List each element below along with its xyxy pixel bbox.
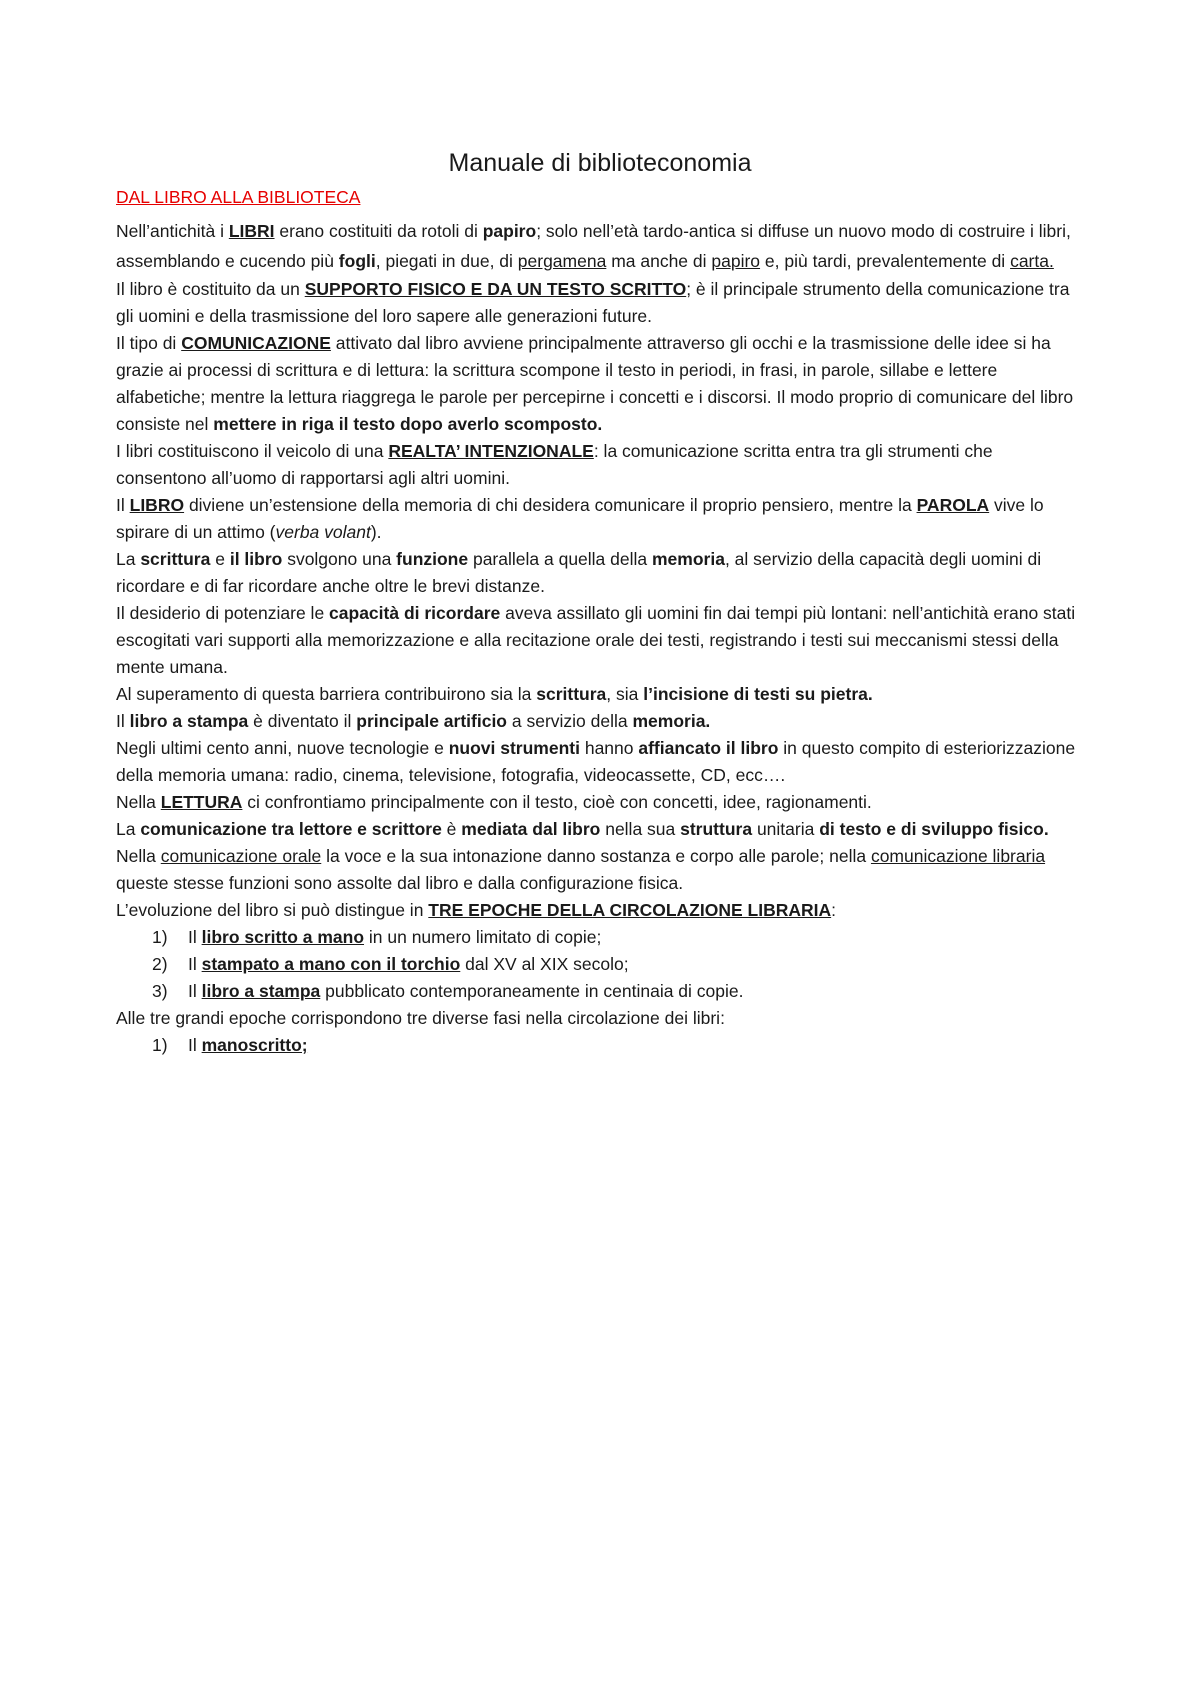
text-run: La: [116, 549, 141, 569]
text-run: vive lo spirare di un attimo (: [116, 495, 1044, 542]
keyword-papiro: papiro: [482, 221, 537, 241]
document-title: Manuale di biblioteconomia: [448, 149, 752, 177]
list-keyword: libro a stampa: [201, 981, 321, 1001]
paragraph-realta: [116, 438, 1084, 492]
text-run: Il: [188, 981, 202, 1001]
keyword-principale-artificio: principale artificio: [356, 711, 507, 731]
keyword-parola: PAROLA: [916, 495, 990, 515]
keyword-pergamena: pergamena: [517, 251, 607, 271]
text-run: e, più tardi, prevalentemente di: [760, 251, 1011, 271]
keyword-comunicazione-libraria: comunicazione libraria: [870, 846, 1046, 866]
list-number: 3): [152, 981, 168, 1001]
list-item: [116, 951, 1084, 978]
keyword-comunicazione-orale: comunicazione orale: [160, 846, 322, 866]
keyword-testo-sviluppo: di testo e di sviluppo fisico.: [819, 819, 1049, 839]
text-run: Il desiderio di potenziare le: [116, 603, 330, 623]
paragraph-fasi: [116, 1005, 1084, 1032]
text-run: , piegati in due, di: [375, 251, 518, 271]
text-run: aveva assillato gli uomini fin dai tempi più lontani: nell’antichità erano stati escogitati vari supporti alla memorizzazione e alla recitazione orale dei testi, registrando i testi sui meccanismi stessi della mente umana.: [116, 603, 1076, 677]
paragraph-libro-stampa: [116, 708, 1084, 735]
keyword-il-libro: il libro: [229, 549, 283, 569]
text-run: ; è il principale strumento della comunicazione tra gli uomini e della trasmissione del loro sapere alle generazioni future.: [116, 279, 1070, 326]
text-run: diviene un’estensione della memoria di chi desidera comunicare il proprio pensiero, mentre la: [184, 495, 917, 515]
epochs-list: [116, 924, 1084, 1005]
keyword-carta: carta.: [1010, 251, 1054, 271]
text-run: Nell’antichità i: [116, 221, 229, 241]
text-run: è diventato il: [248, 711, 357, 731]
keyword-scrittura: scrittura: [140, 549, 211, 569]
keyword-mediata: mediata dal libro: [461, 819, 601, 839]
text-run: in un numero limitato di copie;: [364, 927, 602, 947]
text-run: attivato dal libro avviene principalmente attraverso gli occhi e la trasmissione delle idee si ha grazie ai processi di scrittura e di lettura: la scrittura scompone il testo in periodi, in frasi, in parole, sillabe e lettere alfabetiche; mentre la lettura riaggrega le parole per percepirne i concetti e i discorsi. Il modo proprio di comunicare del libro consiste nel: [116, 333, 1074, 434]
list-keyword: libro scritto a mano: [201, 927, 365, 947]
text-run: erano costituiti da rotoli di: [274, 221, 483, 241]
text-run: , sia: [606, 684, 644, 704]
keyword-lettura: LETTURA: [160, 792, 243, 812]
keyword-capacita-ricordare: capacità di ricordare: [329, 603, 501, 623]
text-run: ci confrontiamo principalmente con il testo, cioè con concetti, idee, ragionamenti.: [242, 792, 872, 812]
paragraph-capacita: [116, 600, 1084, 681]
keyword-comunicazione: COMUNICAZIONE: [181, 333, 331, 353]
paragraph-epoche: [116, 897, 1084, 924]
list-item: [116, 978, 1084, 1005]
text-run: Nella: [116, 792, 161, 812]
keyword-tre-epoche: TRE EPOCHE DELLA CIRCOLAZIONE LIBRARIA: [428, 900, 832, 920]
keyword-struttura: struttura: [680, 819, 753, 839]
keyword-memoria: memoria: [652, 549, 725, 569]
keyword-funzione: funzione: [396, 549, 469, 569]
text-run: Alle tre grandi epoche corrispondono tre diverse fasi nella circolazione dei libri:: [116, 1008, 725, 1028]
paragraph-supporto: [116, 276, 1084, 330]
keyword-supporto-fisico: SUPPORTO FISICO E DA UN TESTO SCRITTO: [304, 279, 687, 299]
list-number: 2): [152, 954, 168, 974]
list-number: 1): [152, 1035, 168, 1055]
text-run: unitaria: [752, 819, 820, 839]
text-run: Il: [188, 954, 202, 974]
paragraph-antiquity: [116, 216, 1084, 276]
text-run: la voce e la sua intonazione danno sostanza e corpo alle parole; nella: [321, 846, 871, 866]
text-run: Nella: [116, 846, 161, 866]
list-item: [116, 924, 1084, 951]
text-run: nella sua: [600, 819, 681, 839]
list-item: [116, 1032, 1084, 1059]
text-run: Il: [188, 1035, 202, 1055]
text-run: L’evoluzione del libro si può distingue in: [116, 900, 429, 920]
text-run: a servizio della: [507, 711, 633, 731]
document-body: [116, 216, 1084, 1059]
text-run: svolgono una: [282, 549, 397, 569]
text-run: queste stesse funzioni sono assolte dal libro e dalla configurazione fisica.: [116, 873, 684, 893]
keyword-mettere-in-riga: mettere in riga il testo dopo averlo scomposto.: [213, 414, 603, 434]
text-run: La: [116, 819, 141, 839]
list-keyword: stampato a mano con il torchio: [201, 954, 461, 974]
keyword-scrittura-2: scrittura: [536, 684, 607, 704]
text-run: è: [441, 819, 462, 839]
text-run: pubblicato contemporaneamente in centinaia di copie.: [320, 981, 744, 1001]
paragraph-libro-parola: [116, 492, 1084, 546]
list-keyword: manoscritto;: [201, 1035, 308, 1055]
keyword-fogli: fogli: [338, 251, 376, 271]
text-run: e: [210, 549, 230, 569]
keyword-memoria-2: memoria.: [632, 711, 711, 731]
keyword-libro: LIBRO: [129, 495, 185, 515]
paragraph-barriera: [116, 681, 1084, 708]
text-run: : la comunicazione scritta entra tra gli strumenti che consentono all’uomo di rapportarsi agli altri uomini.: [116, 441, 993, 488]
keyword-libri: LIBRI: [228, 221, 275, 241]
text-run: Il: [116, 711, 130, 731]
text-run: parallela a quella della: [468, 549, 652, 569]
text-run: Il tipo di: [116, 333, 182, 353]
keyword-nuovi-strumenti: nuovi strumenti: [448, 738, 580, 758]
phases-list: [116, 1032, 1084, 1059]
keyword-incisione: l’incisione di testi su pietra.: [643, 684, 873, 704]
paragraph-lettura: [116, 789, 1084, 816]
paragraph-tecnologie: [116, 735, 1084, 789]
text-run: Negli ultimi cento anni, nuove tecnologie e: [116, 738, 449, 758]
text-run: :: [831, 900, 836, 920]
keyword-verba-volant: verba volant: [275, 522, 371, 542]
keyword-realta-intenzionale: REALTA’ INTENZIONALE: [388, 441, 594, 461]
text-run: I libri costituiscono il veicolo di una: [116, 441, 389, 461]
keyword-papiro-2: papiro: [711, 251, 761, 271]
text-run: hanno: [579, 738, 639, 758]
text-run: in questo compito di esteriorizzazione della memoria umana: radio, cinema, televisione, fotografia, videocassette, CD, ecc….: [116, 738, 1076, 785]
list-number: 1): [152, 927, 168, 947]
paragraph-mediata: [116, 816, 1084, 897]
text-run: dal XV al XIX secolo;: [460, 954, 629, 974]
paragraph-comunicazione: [116, 330, 1084, 438]
text-run: Il: [116, 495, 130, 515]
text-run: , al servizio della capacità degli uomini di ricordare e di far ricordare anche oltre le brevi distanze.: [116, 549, 1042, 596]
text-run: Al superamento di questa barriera contribuirono sia la: [116, 684, 537, 704]
text-run: ; solo nell’età tardo-antica si diffuse un nuovo modo di costruire i libri, assemblando e cucendo più: [116, 221, 1071, 271]
paragraph-scrittura-memoria: [116, 546, 1084, 600]
keyword-libro-a-stampa: libro a stampa: [129, 711, 249, 731]
text-run: Il: [188, 927, 202, 947]
section-heading: DAL LIBRO ALLA BIBLIOTECA: [116, 187, 361, 207]
text-run: Il libro è costituito da un: [116, 279, 305, 299]
text-run: ma anche di: [606, 251, 712, 271]
keyword-affiancato: affiancato il libro: [638, 738, 779, 758]
text-run: ).: [370, 522, 382, 542]
keyword-comunicazione-lettore: comunicazione tra lettore e scrittore: [140, 819, 442, 839]
